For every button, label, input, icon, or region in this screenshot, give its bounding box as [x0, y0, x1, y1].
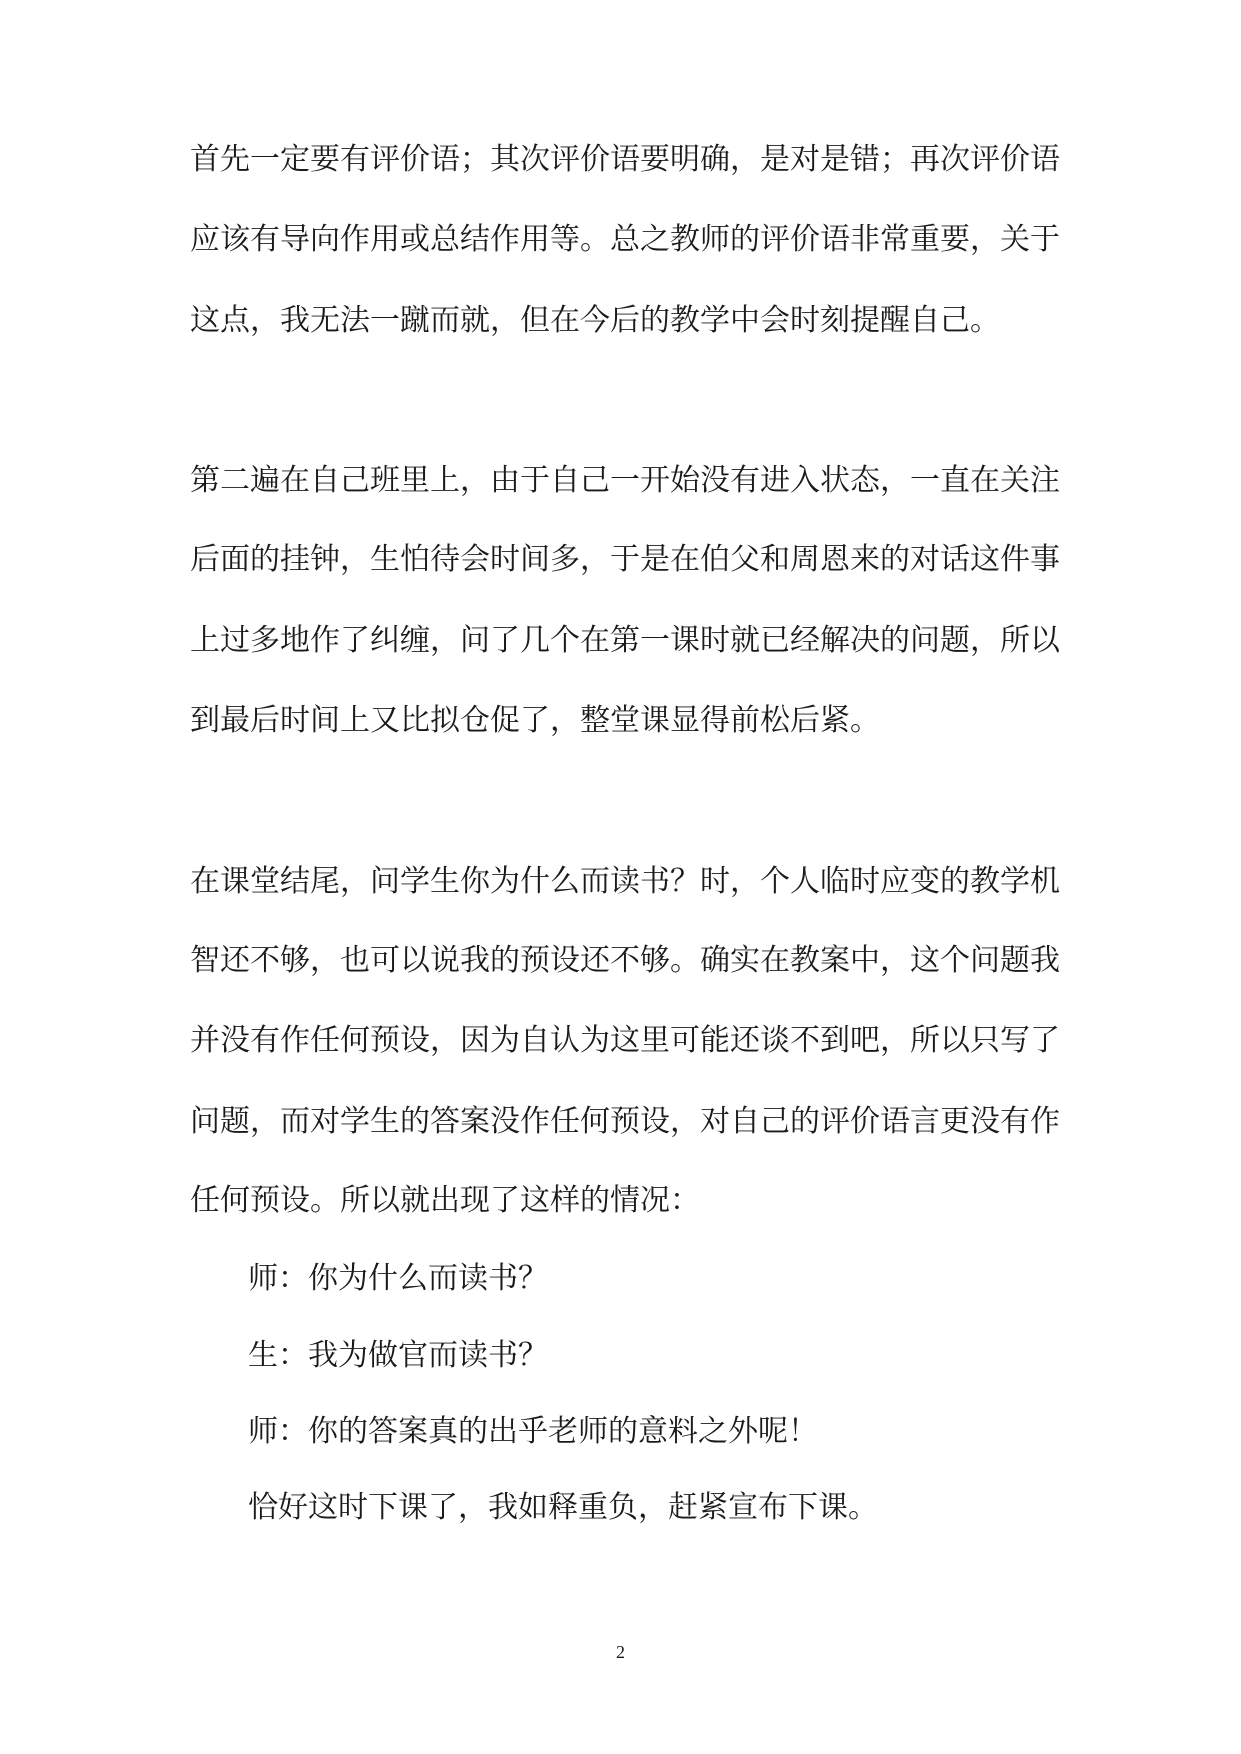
text-line: 在课堂结尾，问学生你为什么而读书？时，个人临时应变的教学机	[190, 864, 1060, 899]
text-line: 这点，我无法一蹴而就，但在今后的教学中会时刻提醒自己。	[190, 303, 1000, 338]
dialogue-line: 生：我为做官而读书？	[248, 1338, 548, 1373]
text-line: 后面的挂钟，生怕待会时间多，于是在伯父和周恩来的对话这件事	[190, 542, 1060, 577]
text-line: 到最后时间上又比拟仓促了，整堂课显得前松后紧。	[190, 703, 880, 738]
text-line: 智还不够，也可以说我的预设还不够。确实在教案中，这个问题我	[190, 943, 1060, 978]
dialogue-line: 恰好这时下课了，我如释重负，赶紧宣布下课。	[248, 1490, 878, 1525]
text-line: 上过多地作了纠缠，问了几个在第一课时就已经解决的问题，所以	[190, 623, 1060, 658]
text-line: 首先一定要有评价语；其次评价语要明确，是对是错；再次评价语	[190, 142, 1060, 177]
page-number: 2	[616, 1642, 625, 1662]
dialogue-line: 师：你的答案真的出乎老师的意料之外呢！	[248, 1414, 818, 1449]
dialogue-line: 师：你为什么而读书？	[248, 1261, 548, 1296]
text-line: 问题，而对学生的答案没作任何预设，对自己的评价语言更没有作	[190, 1104, 1060, 1139]
text-line: 第二遍在自己班里上，由于自己一开始没有进入状态，一直在关注	[190, 463, 1060, 498]
text-line: 并没有作任何预设，因为自认为这里可能还谈不到吧，所以只写了	[190, 1023, 1060, 1058]
text-line: 任何预设。所以就出现了这样的情况：	[190, 1183, 700, 1218]
text-line: 应该有导向作用或总结作用等。总之教师的评价语非常重要，关于	[190, 222, 1060, 257]
